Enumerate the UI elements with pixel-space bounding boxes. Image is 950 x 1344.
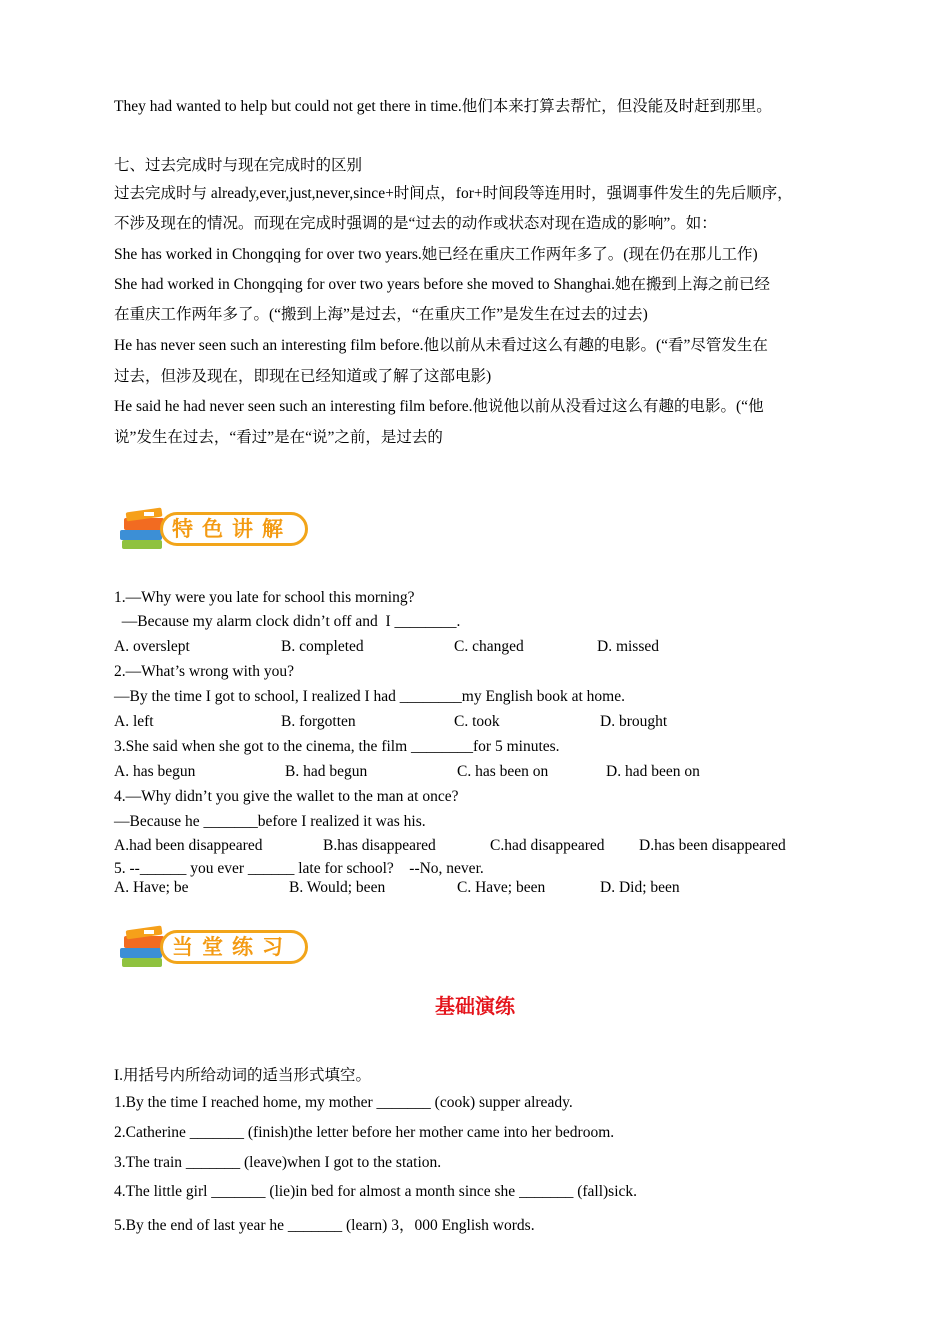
question-stem: 1.—Why were you late for school this morning? [114, 589, 415, 606]
exercise-item: 3.The train _______ (leave)when I got to the station. [114, 1154, 442, 1171]
example-line: He said he had never seen such an interesting film before.他说他以前从没看过这么有趣的电影。(“他 [114, 398, 764, 415]
option-d: D. had been on [606, 763, 700, 780]
question-stem: 2.—What’s wrong with you? [114, 663, 294, 680]
option-a: A. overslept [114, 638, 190, 655]
practice-instruction: I.用括号内所给动词的适当形式填空。 [114, 1067, 372, 1084]
exercise-item: 4.The little girl _______ (lie)in bed for almost a month since she _______ (fall)sick. [114, 1183, 638, 1200]
question-stem: 4.—Why didn’t you give the wallet to the man at once? [114, 788, 459, 805]
exercise-item: 5.By the end of last year he _______ (learn) 3，000 English words. [114, 1217, 535, 1234]
question-stem: —Because my alarm clock didn’t off and I ________. [114, 613, 461, 630]
example-line: She had worked in Chongqing for over two years before she moved to Shanghai.她在搬到上海之前已经 [114, 276, 771, 293]
exercise-item: 2.Catherine _______ (finish)the letter before her mother came into her bedroom. [114, 1124, 615, 1141]
option-b: B. Would; been [289, 879, 386, 896]
example-line: She has worked in Chongqing for over two years.她已经在重庆工作两年多了。(现在仍在那儿工作) [114, 246, 758, 263]
example-line: He has never seen such an interesting film before.他以前从未看过这么有趣的电影。(“看”尽管发生在 [114, 337, 768, 354]
section-heading: 七、过去完成时与现在完成时的区别 [114, 157, 363, 174]
question-stem: —Because he _______before I realized it was his. [114, 813, 426, 830]
question-stem: 3.She said when she got to the cinema, the film ________for 5 minutes. [114, 738, 560, 755]
banner-label: 特色讲解 [172, 517, 292, 541]
practice-banner [114, 924, 314, 974]
paragraph-line: 不涉及现在的情况。而现在完成时强调的是“过去的动作或状态对现在造成的影响”。如： [114, 215, 717, 232]
option-c: C. Have; been [457, 879, 546, 896]
practice-title: 基础演练 [435, 994, 515, 1018]
option-a: A. left [114, 713, 154, 730]
example-line: 说”发生在过去，“看过”是在“说”之前，是过去的 [114, 429, 443, 446]
option-d: D.has been disappeared [639, 837, 786, 854]
option-a: A. has begun [114, 763, 196, 780]
option-b: B. had begun [285, 763, 368, 780]
example-line: 过去，但涉及现在，即现在已经知道或了解了这部电影) [114, 368, 492, 385]
option-b: B. completed [281, 638, 364, 655]
option-b: B.has disappeared [323, 837, 436, 854]
feature-banner [114, 506, 314, 556]
option-a: A. Have; be [114, 879, 189, 896]
option-c: C. took [454, 713, 500, 730]
exercise-item: 1.By the time I reached home, my mother _______ (cook) supper already. [114, 1094, 573, 1111]
paragraph-line: 过去完成时与 already,ever,just,never,since+时间点，for+时间段等连用时，强调事件发生的先后顺序， [114, 185, 793, 202]
option-d: D. missed [597, 638, 659, 655]
option-c: C. changed [454, 638, 524, 655]
option-a: A.had been disappeared [114, 837, 263, 854]
option-c: C. has been on [457, 763, 549, 780]
option-d: D. Did; been [600, 879, 680, 896]
option-b: B. forgotten [281, 713, 356, 730]
intro-sentence: They had wanted to help but could not get there in time.他们本来打算去帮忙，但没能及时赶到那里。 [114, 98, 772, 115]
option-d: D. brought [600, 713, 668, 730]
example-line: 在重庆工作两年多了。(“搬到上海”是过去，“在重庆工作”是发生在过去的过去) [114, 306, 648, 323]
question-stem: 5. --______ you ever ______ late for school? --No, never. [114, 860, 484, 877]
option-c: C.had disappeared [490, 837, 605, 854]
question-stem: —By the time I got to school, I realized I had ________my English book at home. [114, 688, 625, 705]
banner-label: 当堂练习 [172, 935, 292, 959]
